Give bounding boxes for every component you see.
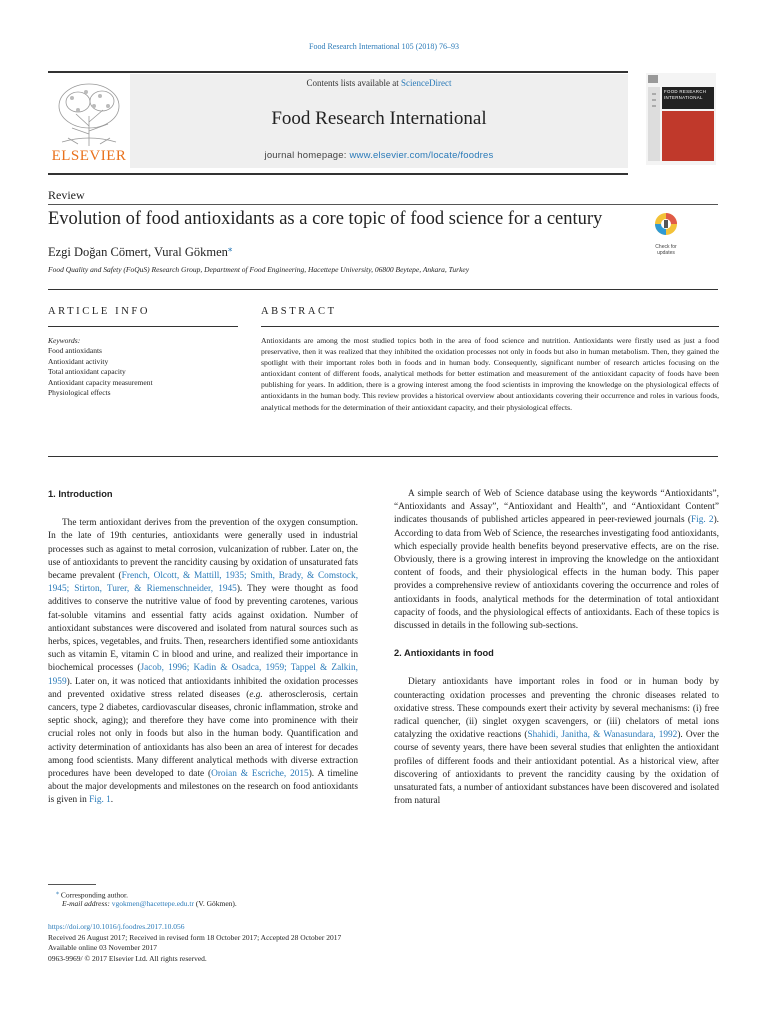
- abstract-rule: [261, 326, 719, 327]
- journal-cover[interactable]: [646, 73, 716, 165]
- footnote-rule: [48, 884, 96, 885]
- elsevier-wordmark: ELSEVIER: [51, 148, 127, 164]
- authors-line: [48, 243, 232, 260]
- publication-info: [48, 922, 341, 964]
- info-top-rule: [48, 289, 718, 290]
- ref-link[interactable]: Shahidi, Janitha, & Wanasundara, 1992: [527, 730, 678, 741]
- cover-title-1: FOOD RESEARCH: [664, 89, 707, 94]
- check-label-2: updates: [657, 249, 675, 256]
- received-dates: Received 26 August 2017; Received in revised form 18 October 2017; Accepted 28 October 2017: [48, 932, 342, 942]
- article-info-heading: ARTICLE INFO: [48, 306, 151, 317]
- ref-link[interactable]: French, Olcott, & Mattill, 1935; Smith, Brady, & Comstock, 1945; Stirton, Turer, & Riemenschneider, 1945: [48, 571, 359, 595]
- figure-link[interactable]: Fig. 1: [89, 795, 111, 806]
- article-type: Review: [48, 188, 85, 202]
- title-rule: [48, 204, 718, 205]
- ref-link[interactable]: Oroian & Escriche, 2015: [211, 769, 309, 780]
- section-1-heading: 1. Introduction: [48, 489, 113, 499]
- copyright: 0963-9969/ © 2017 Elsevier Ltd. All rights reserved.: [48, 953, 207, 963]
- footnote-email: [62, 899, 237, 910]
- email-label: E-mail address:: [62, 899, 110, 908]
- keyword: Food antioxidants: [48, 346, 102, 356]
- abstract-bottom-rule: [48, 456, 718, 457]
- check-for-updates-badge[interactable]: [646, 210, 686, 254]
- keyword: Total antioxidant capacity: [48, 367, 126, 377]
- keyword: Physiological effects: [48, 388, 111, 398]
- food-paragraph-1: Dietary antioxidants have important roles in food or in human body by counteracting oxidation processes and preventing the chronic diseases related to oxidative stress. These compounds exert their activity by several mechanisms: (i) free radical quencher, (ii) singlet oxygen scavengers, or (iii) chelators of metal ions catalyzing the oxidative reactions (Shahidi, Janitha, & Wanasundara, 1992). Over the course of seventy years, there have been several studies that enlighten the antioxidant profiles of different foods and their antioxidant potential. As a historical view, after discovering of antioxidants to prevent the rancidity causing by the oxidation of unsaturated fats, a number of antioxidant substances have been discovered and isolated from natural: [394, 677, 719, 807]
- cover-image: [646, 73, 716, 165]
- article-title: Evolution of food antioxidants as a core topic of food science for a century: [48, 209, 603, 229]
- homepage-link[interactable]: www.elsevier.com/locate/foodres: [349, 150, 494, 161]
- cover-title-2: INTERNATIONAL: [664, 95, 703, 100]
- homepage-prefix: journal homepage:: [264, 150, 347, 161]
- ref-link[interactable]: Jacob, 1996; Kadin & Osadca, 1959; Tappel & Zalkin, 1959: [48, 663, 358, 687]
- check-updates-icon: [646, 210, 686, 240]
- corresponding-author-mark[interactable]: ⁎: [227, 243, 233, 253]
- journal-title: Food Research International: [271, 108, 487, 129]
- figure-link[interactable]: Fig. 2: [690, 515, 714, 526]
- homepage-line: [130, 150, 628, 161]
- footnote-mark: ⁎: [56, 890, 59, 896]
- contents-line: [130, 78, 628, 88]
- doi-link[interactable]: https://doi.org/10.1016/j.foodres.2017.10.056: [48, 922, 185, 931]
- info-rule: [48, 326, 238, 327]
- email-link[interactable]: vgokmen@hacettepe.edu.tr: [111, 899, 195, 908]
- email-name: (V. Gökmen).: [194, 899, 237, 908]
- keywords-block: [48, 336, 153, 398]
- journal-citation[interactable]: Food Research International 105 (2018) 76–93: [309, 42, 459, 51]
- contents-prefix: Contents lists available at: [306, 78, 399, 88]
- intro-paragraph-1: The term antioxidant derives from the prevention of the oxygen consumption. In the late of 19th centuries, antioxidants were generally used in industrial processes such as against to metal corrosion, vulcanization of rubber. Later on, the use of antioxidants to prevent the rancidity causing by oxidation of unsaturated fats became prevalent (French, Olcott, & Mattill, 1935; Smith, Brady, & Comstock, 1945; Stirton, Turer, & Riemenschneider, 1945). They were thought as food additives to conserve the nutritive value of food by preventing carotenes, various fat-soluble vitamins and essential fatty acids against oxidation. Number of antioxidant substances were discovered and isolated from natural sources such as herbs, spices, vegetables, and fruits. Then, researchers identified some antioxidants such as vitamin E, vitamin C in blood and urine, and realized their importance in biochemical processes (Jacob, 1996; Kadin & Osadca, 1959; Tappel & Zalkin, 1959). Later on, it was noticed that antioxidants inhibited the oxidation processes and prevented oxidative stress related diseases (e.g. atherosclerosis, certain cancers, type 2 diabetes, cardiovascular diseases, chronic inflammation, stroke and septic shock, aging); and therefore they have come into prominence with their crucial roles not only in foods but also in the human body. Quantification and activity determination of antioxidants has also been an area of interest for decades among food scientists. Many different analytical methods with diverse extraction procedures have been developed to date (Oroian & Escriche, 2015). A timeline about the major developments and milestones on the research on food antioxidants is given in Fig. 1.: [48, 518, 359, 806]
- abstract-text: Antioxidants are among the most studied topics both in the area of food science and nutrition. Antioxidants were firstly used as just a food preservative, then it was realized that they inhibited the oxidation processes not only in foods but also in human metabolism. Then, they gained the spotlight with their important roles both in foods and in human body. Consequently, significant number of research articles focusing on the antioxidant content of different foods, analytical methods for better estimation and measurement of the antioxidant capacity of foods have been publishing for years. In addition, there is a growing interest among the food scientists in improving the knowledge on the physiological effects of antioxidants in the human body. This review provides a historical overview about antioxidants covering their occurrence and roles in various foods, analytical methods for the determination of their antioxidant capacity, and their physiological effects.: [261, 336, 719, 412]
- sciencedirect-link[interactable]: ScienceDirect: [401, 78, 452, 88]
- authors: Ezgi Doğan Cömert, Vural Gökmen: [48, 245, 228, 260]
- keywords-label: Keywords:: [48, 336, 81, 345]
- abstract-heading: ABSTRACT: [261, 306, 337, 317]
- online-date: Available online 03 November 2017: [48, 943, 157, 952]
- keyword: Antioxidant capacity measurement: [48, 377, 153, 387]
- section-2-heading: 2. Antioxidants in food: [394, 648, 494, 659]
- left-column: [48, 488, 358, 808]
- affiliation: Food Quality and Safety (FoQuS) Research Group, Department of Food Engineering, Hacettepe University, 06800 Beytepe, Ankara, Turkey: [48, 265, 470, 274]
- keyword: Antioxidant activity: [48, 356, 109, 366]
- check-label-1: Check for: [655, 244, 677, 250]
- corresponding-label: Corresponding author.: [60, 890, 128, 900]
- intro-paragraph-2: A simple search of Web of Science database using the keywords “Antioxidants”, “Antioxidants and Assay”, “Antioxidant and Health”, and “Antioxidant Content” indicates thousands of published articles appeared in peer-reviewed journals (Fig. 2). According to data from Web of Science, the researches investigating food antioxidants, which especially provide health benefits beyond preservative effects, are on the rise. Obviously, there is a growing interest in improving the knowledge on the antioxidant content of foods, and their physiological effects in the human body. This paper provides a comprehensive review of antioxidants covering the occurrence and roles of antioxidants in foods, analytical methods for the determination of total antioxidant capacity of foods, and the physiological effects of antioxidants. Each of these topics is discussed in details in the following sub-sections.: [394, 489, 719, 632]
- right-column: [394, 488, 719, 808]
